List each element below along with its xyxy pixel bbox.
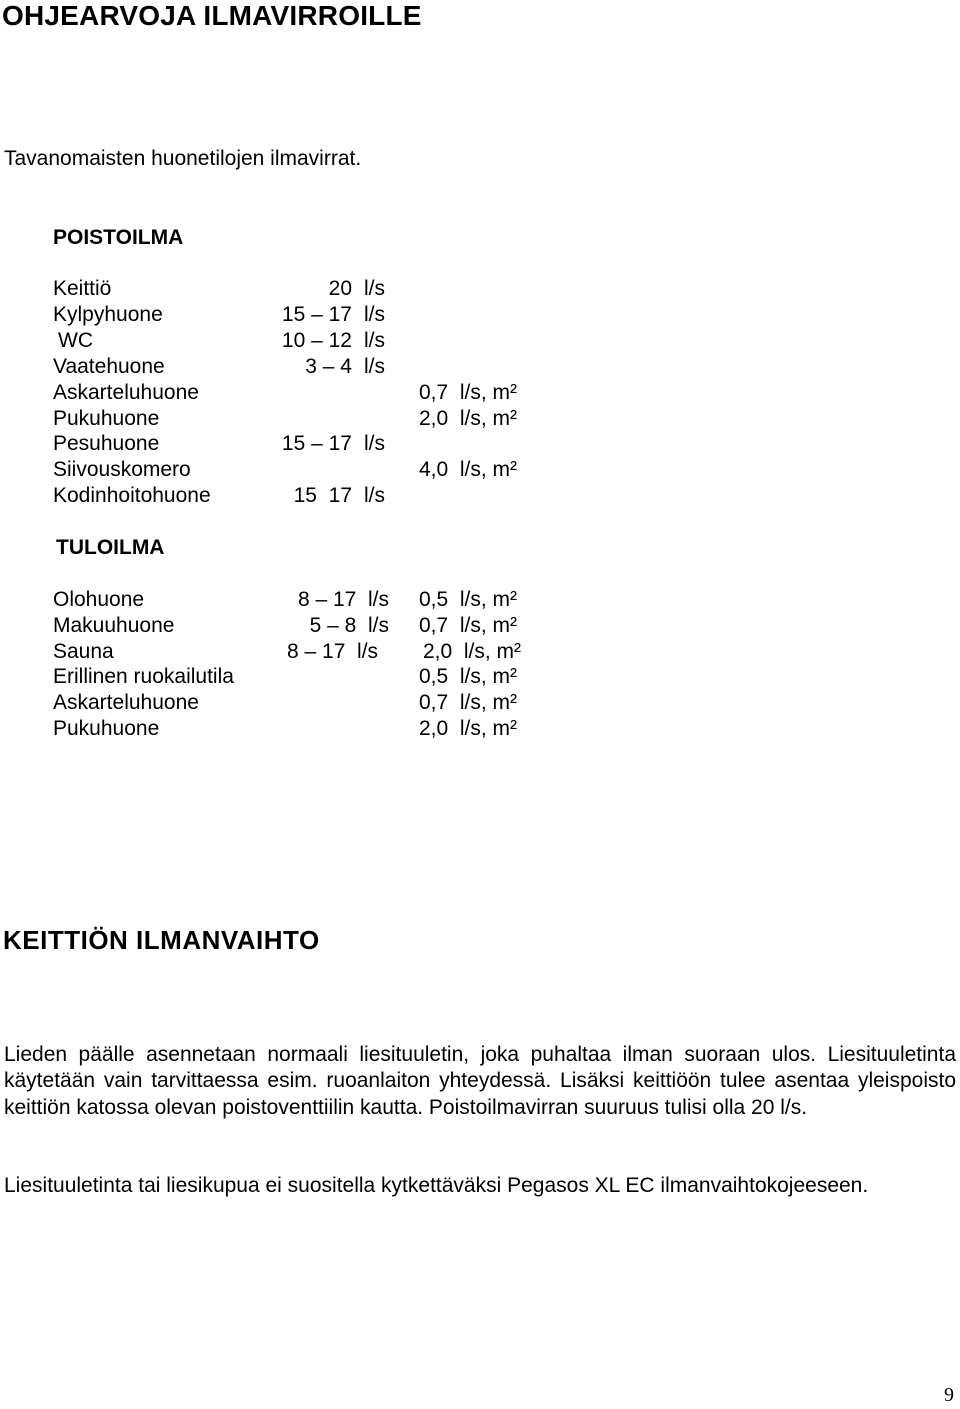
room-name: Pesuhuone (53, 432, 160, 455)
room-name: Pukuhuone (53, 717, 160, 740)
flow-value: 5 – 8 l/s (309, 614, 389, 637)
area-flow: 4,0 l/s, m² (419, 458, 518, 481)
flow-value: 10 – 12 (281, 329, 352, 352)
flow-value: 15 17 (293, 484, 352, 507)
room-name: Keittiö (53, 277, 112, 300)
page-title: OHJEARVOJA ILMAVIRROILLE (2, 0, 422, 31)
room-name: Askarteluhuone (53, 691, 199, 714)
tuloilma-heading: TULOILMA (56, 536, 165, 559)
flow-unit: l/s (364, 484, 385, 507)
kitchen-ventilation-paragraph: Lieden päälle asennetaan normaali liesituuletin, joka puhaltaa ilman suoraan ulos. Liesituuletinta käytetään vain tarvittaessa esim. ruoanlaiton yhteydessä. Lisäksi keittiöön tulee asentaa yleispoisto keittiön katossa olevan poistoventtiilin kautta. Poistoilmavirran suuruus tulisi olla 20 l/s. (4, 1043, 956, 1119)
room-name: Vaatehuone (53, 355, 165, 378)
flow-value: 15 – 17 (281, 432, 352, 455)
room-name: Askarteluhuone (53, 381, 199, 404)
flow-value: 8 – 17 l/s (287, 640, 379, 663)
room-name: Siivouskomero (53, 458, 191, 481)
flow-value: 20 (328, 277, 352, 300)
room-name: Erillinen ruokailutila (53, 665, 234, 688)
area-flow: 0,7 l/s, m² (419, 614, 518, 637)
room-name: Pukuhuone (53, 407, 160, 430)
flow-unit: l/s (364, 432, 385, 455)
area-flow: 0,7 l/s, m² (419, 381, 518, 404)
area-flow: 2,0 l/s, m² (419, 407, 518, 430)
room-name: WC (58, 329, 93, 352)
kitchen-ventilation-heading: KEITTIÖN ILMANVAIHTO (3, 925, 320, 955)
area-flow: 0,7 l/s, m² (419, 691, 518, 714)
flow-unit: l/s (364, 303, 385, 326)
area-flow: 2,0 l/s, m² (423, 640, 522, 663)
flow-value: 8 – 17 l/s (297, 588, 389, 611)
poistoilma-heading: POISTOILMA (53, 226, 184, 249)
room-name: Kodinhoitohuone (53, 484, 211, 507)
room-name: Olohuone (53, 588, 145, 611)
flow-value: 3 – 4 (305, 355, 352, 378)
room-name: Kylpyhuone (53, 303, 163, 326)
kitchen-hood-note: Liesituuletinta tai liesikupua ei suositella kytkettäväksi Pegasos XL EC ilmanvaihtokojeeseen. (4, 1174, 869, 1197)
flow-unit: l/s (364, 277, 385, 300)
room-name: Makuuhuone (53, 614, 175, 637)
page-number: 9 (944, 1384, 954, 1406)
room-name: Sauna (53, 640, 114, 663)
area-flow: 0,5 l/s, m² (419, 588, 518, 611)
area-flow: 2,0 l/s, m² (419, 717, 518, 740)
intro-text: Tavanomaisten huonetilojen ilmavirrat. (4, 147, 362, 170)
flow-unit: l/s (364, 329, 385, 352)
flow-unit: l/s (364, 355, 385, 378)
flow-value: 15 – 17 (281, 303, 352, 326)
area-flow: 0,5 l/s, m² (419, 665, 518, 688)
